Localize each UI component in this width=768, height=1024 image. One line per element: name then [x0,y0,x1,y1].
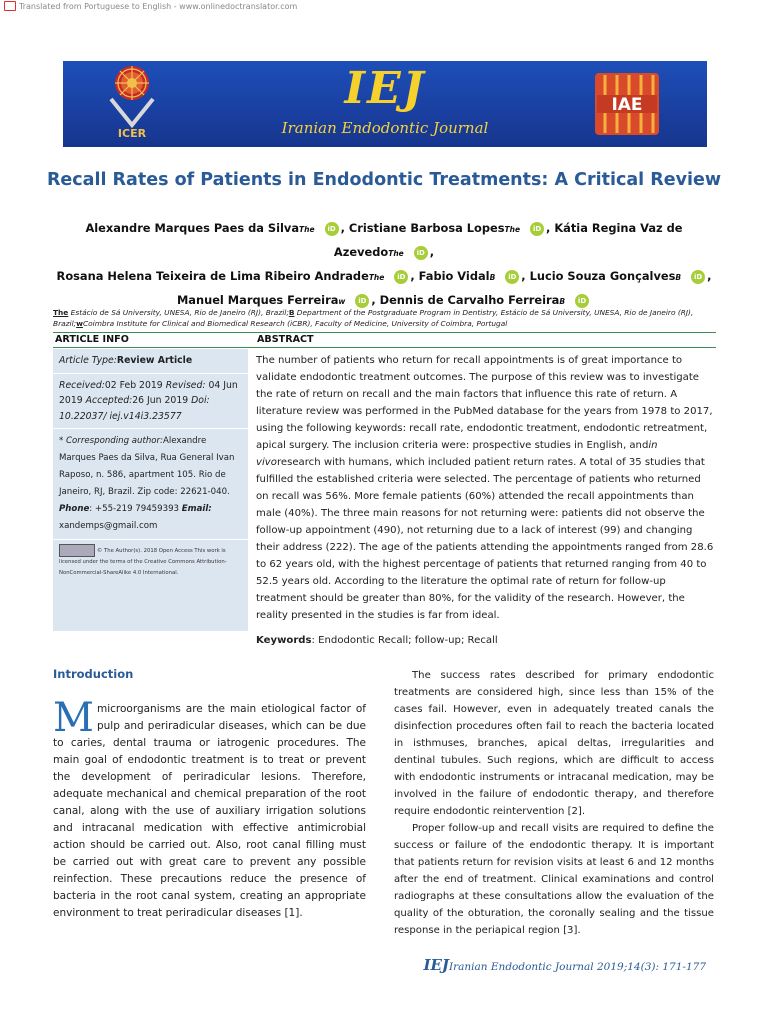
orcid-icon[interactable]: iD [325,222,339,236]
iae-logo-text: IAE [611,95,643,115]
article-title: Recall Rates of Patients in Endodontic Treatments: A Critical Review [46,170,722,190]
divider [53,347,716,348]
introduction-heading: Introduction [53,667,134,681]
journal-short-title: IEJ [344,63,426,114]
author-7[interactable]: Manuel Marques Ferreiraw [176,293,346,307]
doi-link[interactable]: Doi: 10.22037/ iej.v14i3.23577 [59,395,210,422]
translator-notice[interactable] [4,0,297,12]
journal-full-title: Iranian Endodontic Journal [281,119,489,137]
author-6[interactable]: Lucio Souza GonçalvesB [529,269,682,283]
abstract-text: The number of patients who return for recall appointments is of great importance to validate endodontic treatment outcomes. The purpose of this review was to investigate the rate of return on recall and the main factors that influence this rate of return. A literature review was performed in the PubMed database for the years from 1978 to 2017, using the following keywords: recall rate, endodontic treatment, endodontic retreatment, apical surgery. The inclusion criteria were: prospective studies in English, andin vivoresearch with humans, which included patient return rates. A total of 35 studies that fulfilled the established criteria were selected. The percentage of patients who returned on recall was 56%. More female patients (60%) attended the recall appointments than male (40%). The three main reasons for not returning were: patients did not observe the follow-up appointment (490), not returning due to a lack of interest (99) and changing their address (222). The age of the patients attending the appointments ranged from 28.6 to 62 years old, with the highest percentage of patients that returned ranging from 40 to 52.5 years old. According to the literature the optimal rate of return for follow-up treatment should be greater than 80%, for the validity of the research. However, the reality presented in the studies is far from ideal. [256,355,714,621]
affiliations: The Estácio de Sá University, UNESA, Rio de Janeiro (RJ), Brazil;B Department of the Postgraduate Program in Dentistry, Estácio de Sá University, UNESA, Rio de Janeiro (RJ), Brazil;wCoimbra Institute for Clinical and Biomedical Research (iCBR), Faculty of Medicine, University of Coimbra, Portugal [53,308,694,328]
orcid-icon[interactable]: iD [414,246,428,260]
iae-logo-icon [591,69,663,139]
intro-right-column [394,667,714,939]
keywords: Keywords: Endodontic Recall; follow-up; Recall [256,635,498,646]
author-list: Alexandre Marques Paes da SilvaThe iD , Cristiane Barbosa LopesThe iD , Kátia Regina Vaz de AzevedoThe iD , Rosana Helena Teixeira de Lima Ribeiro AndradeThe iD , Fabio VidalB iD , Lucio Souza GonçalvesB iD , Manuel Marques Ferreiraw iD , Dennis de Carvalho FerreiraB iD [56,221,712,307]
article-dates: Received:02 Feb 2019 Revised: 04 Jun 2019 Accepted:26 Jun 2019 Doi: 10.22037/ iej.v14i3.23577 [53,374,248,430]
orcid-icon[interactable]: iD [691,270,705,284]
page-footer [423,956,706,974]
author-5[interactable]: Fabio VidalB [418,269,496,283]
article-info-box [53,349,248,631]
cc-license: © The Author(s). 2018 Open Access This work is licensed under the terms of the Creative Commons Attribution-NonCommercial-ShareAlike 4.0 International. [53,540,248,583]
article-info-heading: ARTICLE INFO [55,334,129,345]
orcid-icon[interactable]: iD [355,294,369,308]
corresponding-author: * Corresponding author:Alexandre Marques Paes da Silva, Rua General Ivan Raposo, n. 586, apartment 105. Rio de Janeiro, RJ, Brazil. Zip code: 22621-040. Phone: +55-219 79459393 Email: xandemps@gmail.com [53,429,248,540]
icer-logo-text: ICER [117,127,147,140]
abstract-heading: ABSTRACT [257,334,314,345]
author-4[interactable]: Rosana Helena Teixeira de Lima Ribeiro AndradeThe [56,269,385,283]
paragraph: Proper follow-up and recall visits are required to define the success or failure of the endodontic therapy. It is important that patients return for revision visits at least 6 and 12 months after the end of treatment. Clinical examinations and control radiographs at these consultations allow the evaluation of the quality of the obturation, the coronally sealing and the tissue response in the periapical region [3]. [394,823,714,936]
paragraph: The success rates described for primary endodontic treatments are considered high, since less than 15% of the cases fail. However, even in adequately treated canals the disinfection procedures often fail to reach the bacteria located in isthmuses, branches, apical deltas, irregularities and dentinal tubules. Such regions, which are difficult to access with endodontic instruments or intracanal medication, may be involved in the failure of endodontic therapy, and therefore require endodontic reintervention [2]. [394,670,714,817]
orcid-icon[interactable]: iD [505,270,519,284]
author-3[interactable]: Kátia Regina Vaz de AzevedoThe [333,221,683,259]
orcid-icon[interactable]: iD [575,294,589,308]
footer-journal-logo: IEJ [423,956,449,974]
article-type: Article Type:Review Article [53,349,248,374]
orcid-icon[interactable]: iD [530,222,544,236]
translator-text: Translated from Portuguese to English - www.onlinedoctranslator.com [19,1,298,11]
email-link[interactable]: xandemps@gmail.com [59,521,158,531]
orcid-icon[interactable]: iD [394,270,408,284]
journal-banner [63,61,707,147]
author-2[interactable]: Cristiane Barbosa LopesThe [348,221,521,235]
footer-citation: Iranian Endodontic Journal 2019;14(3): 171-177 [448,961,706,973]
author-1[interactable]: Alexandre Marques Paes da SilvaThe [85,221,315,235]
intro-left-column: Mmicroorganisms are the main etiological factor of pulp and periradicular diseases, which can be due to caries, dental trauma or iatrogenic procedures. The main goal of endodontic treatment is to treat or prevent the development of periradicular lesions. Therefore, adequate mechanical and chemical preparation of the root canal, along with the use of auxiliary irrigation solutions and intracanal medication with effective antimicrobial action should be carried out. Also, root canal filling must be carried out with great care to prevent any possible reinfection. These precautions reduce the presence of bacteria in the root canal system, creating an appropriate environment to treat periradicular diseases [1]. [53,695,366,919]
author-8[interactable]: Dennis de Carvalho FerreiraB [379,293,566,307]
dropcap: M [53,695,94,741]
cc-license-icon[interactable] [59,544,95,557]
translate-icon [4,1,16,11]
divider [53,332,716,333]
